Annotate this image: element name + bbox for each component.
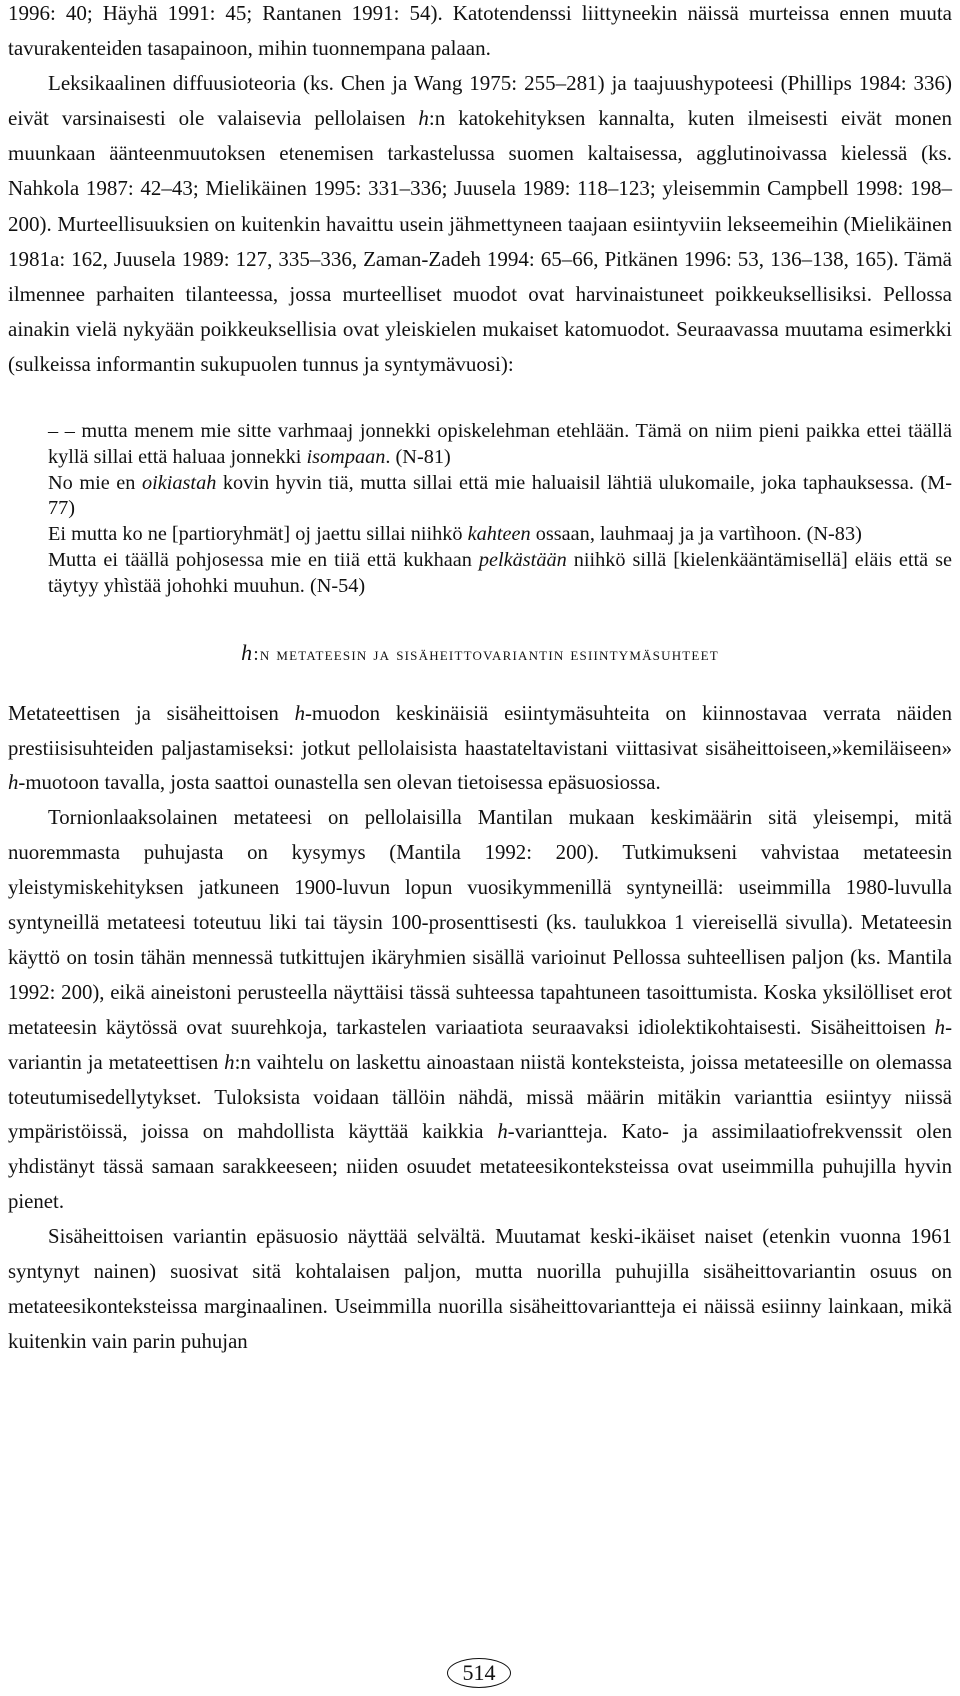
italic-h: h <box>418 106 429 131</box>
heading-text: :n metateesin ja sisäheittovariantin esiintymäsuhteet <box>253 643 719 665</box>
emphasis: pelkästään <box>478 549 567 572</box>
quote-item: – – mutta menem mie sitte varhmaaj jonnekki opiskelehman etehlään. Tämä on niim pieni paikka ettei täällä kyllä sillai että haluaa jonnekki isompaan. (N-81) <box>48 420 952 468</box>
quote-item: No mie en oikiastah kovin hyvin tiä, mutta sillai että mie haluaisil lähtiä ulukomaile, joka taphauksessa. (M-77) <box>48 471 952 520</box>
text-segment: :n katokehityksen kannalta, kuten ilmeisesti eivät monen muunkaan äänteenmuutoksen etenemisen tarkastelussa suomen kaltaisessa, agglutinoivassa kielessä (ks. Nahkola 1987: 42–43; Mielikäinen 1995: 331–336; Juusela 1989: 118–123; yleisemmin Campbell 1998: 198–200). Murteellisuuksien on kuitenkin havaittu usein jähmettyneen taajaan esiintyviin lekseemeihin (Mielikäinen 1981a: 162, Juusela 1989: 127, 335–336, Zaman-Zadeh 1994: 65–66, Pitkänen 1996: 53, 136–138, 165). Tämä ilmennee parhaiten tilanteessa, jossa murteelliset muodot ovat harvinaistuneet poikkeuksellisiksi. Pellossa ainakin vielä nykyään poikkeuksellisia ovat yleiskielen mukaiset katomuodot. Seuraavassa muutama esimerkki (sulkeissa informantin sukupuolen tunnus ja syntymävuosi): <box>8 106 952 376</box>
example-quotes <box>48 419 952 600</box>
quote-item: Mutta ei täällä pohjosessa mie en tiiä että kukhaan pelkästään niihkö sillä [kielenkääntämisellä] eläis että se täytyy yhìstää johohki muuhun. (N-54) <box>48 549 952 597</box>
emphasis: oikiastah <box>141 471 217 494</box>
quote-item: Ei mutta ko ne [partioryhmät] oj jaettu sillai niihkö kahteen ossaan, lauhmaaj ja ja vartìhoon. (N-83) <box>48 523 862 546</box>
page-content <box>8 0 952 1360</box>
paragraph-metathesis-comparison: Metateettisen ja sisäheittoisen h-muodon keskinäisiä esiintymäsuhteita on kiinnostavaa verrata näiden prestiisisuhteiden paljastamiseksi: jotkut pellolaisista haastateltavistani viittasivat sisäheittoiseen,»kemiläiseen» h-muotoon tavalla, josta saattoi ounastella sen olevan tietoisessa epäsuosiossa. <box>8 701 952 795</box>
heading-italic-h: h <box>241 639 254 665</box>
text-segment: Leksikaalinen diffuusioteoria (ks. Chen ja Wang 1975: 255–281) ja taajuushypoteesi (Phillips 1984: 336) eivät varsinaisesti ole valaisevia pellolaisen <box>8 71 952 131</box>
section-heading <box>8 640 952 668</box>
intro-paragraph: 1996: 40; Häyhä 1991: 45; Rantanen 1991: 54). Katotendenssi liittyneekin näissä murteissa ennen muuta tavurakenteiden tasapainoon, mihin tuonnempana palaan. <box>8 1 952 61</box>
paragraph-tornionlaakso: Tornionlaaksolainen metateesi on pellolaisilla Mantilan mukaan keskimäärin sitä yleisempi, mitä nuoremmasta puhujasta on kysymys (Mantila 1992: 200). Tutkimukseni vahvistaa metateesin yleistymiskehityksen jatkuneen 1900-luvun lopun vuosikymmenillä syntyneillä: useimmilla 1980-luvulla syntyneillä metateesi toteutuu liki tai täysin 100-prosenttisesti (ks. taulukkoa 1 viereisellä sivulla). Metateesin käyttö on tosin tähän mennessä tutkittujen ikäryhmien sisällä varioinut Pellossa suhteellisen paljon (ks. Mantila 1992: 200), eikä aineistoni perusteella näyttäisi tässä suhteessa tapahtuneen tasoittumista. Koska yksilölliset erot metateesin käytössä ovat suurehkoja, tarkastelen variaatiota seuraavaksi idiolektikohtaisesti. Sisäheittoisen h-variantin ja metateettisen h:n vaihtelu on laskettu ainoastaan niistä konteksteista, joissa metateesille on olemassa toteutumisedellytykset. Tuloksista voidaan tällöin nähdä, missä määrin mitäkin varianttia esiintyy niissä ympäristöissä, joissa on mahdollista käyttää kaikkia h-variantteja. Kato- ja assimilaatiofrekvenssit olen yhdistänyt tässä samaan sarakkeeseen; niiden osuudet metateesikonteksteissa ovat useimmilla puhujilla hyvin pienet. <box>8 806 952 1214</box>
paragraph-diffusion-theory <box>8 66 952 382</box>
emphasis: isompaan <box>306 445 386 468</box>
paragraph-unpopularity: Sisäheittoisen variantin epäsuosio näyttää selvältä. Muutamat keski-ikäiset naiset (etenkin vuonna 1961 syntynyt nainen) suosivat sitä kohtalaisen paljon, mutta nuorilla puhujilla sisäheittovariantin osuus on metateesikonteksteissa marginaalinen. Useimmilla nuorilla sisäheittovariantteja ei näissä esiinny lainkaan, mikä kuitenkin vain parin puhujan <box>8 1225 952 1353</box>
emphasis: kahteen <box>467 523 531 546</box>
body-paragraphs <box>8 697 952 1360</box>
page-number: 514 <box>447 1658 511 1688</box>
